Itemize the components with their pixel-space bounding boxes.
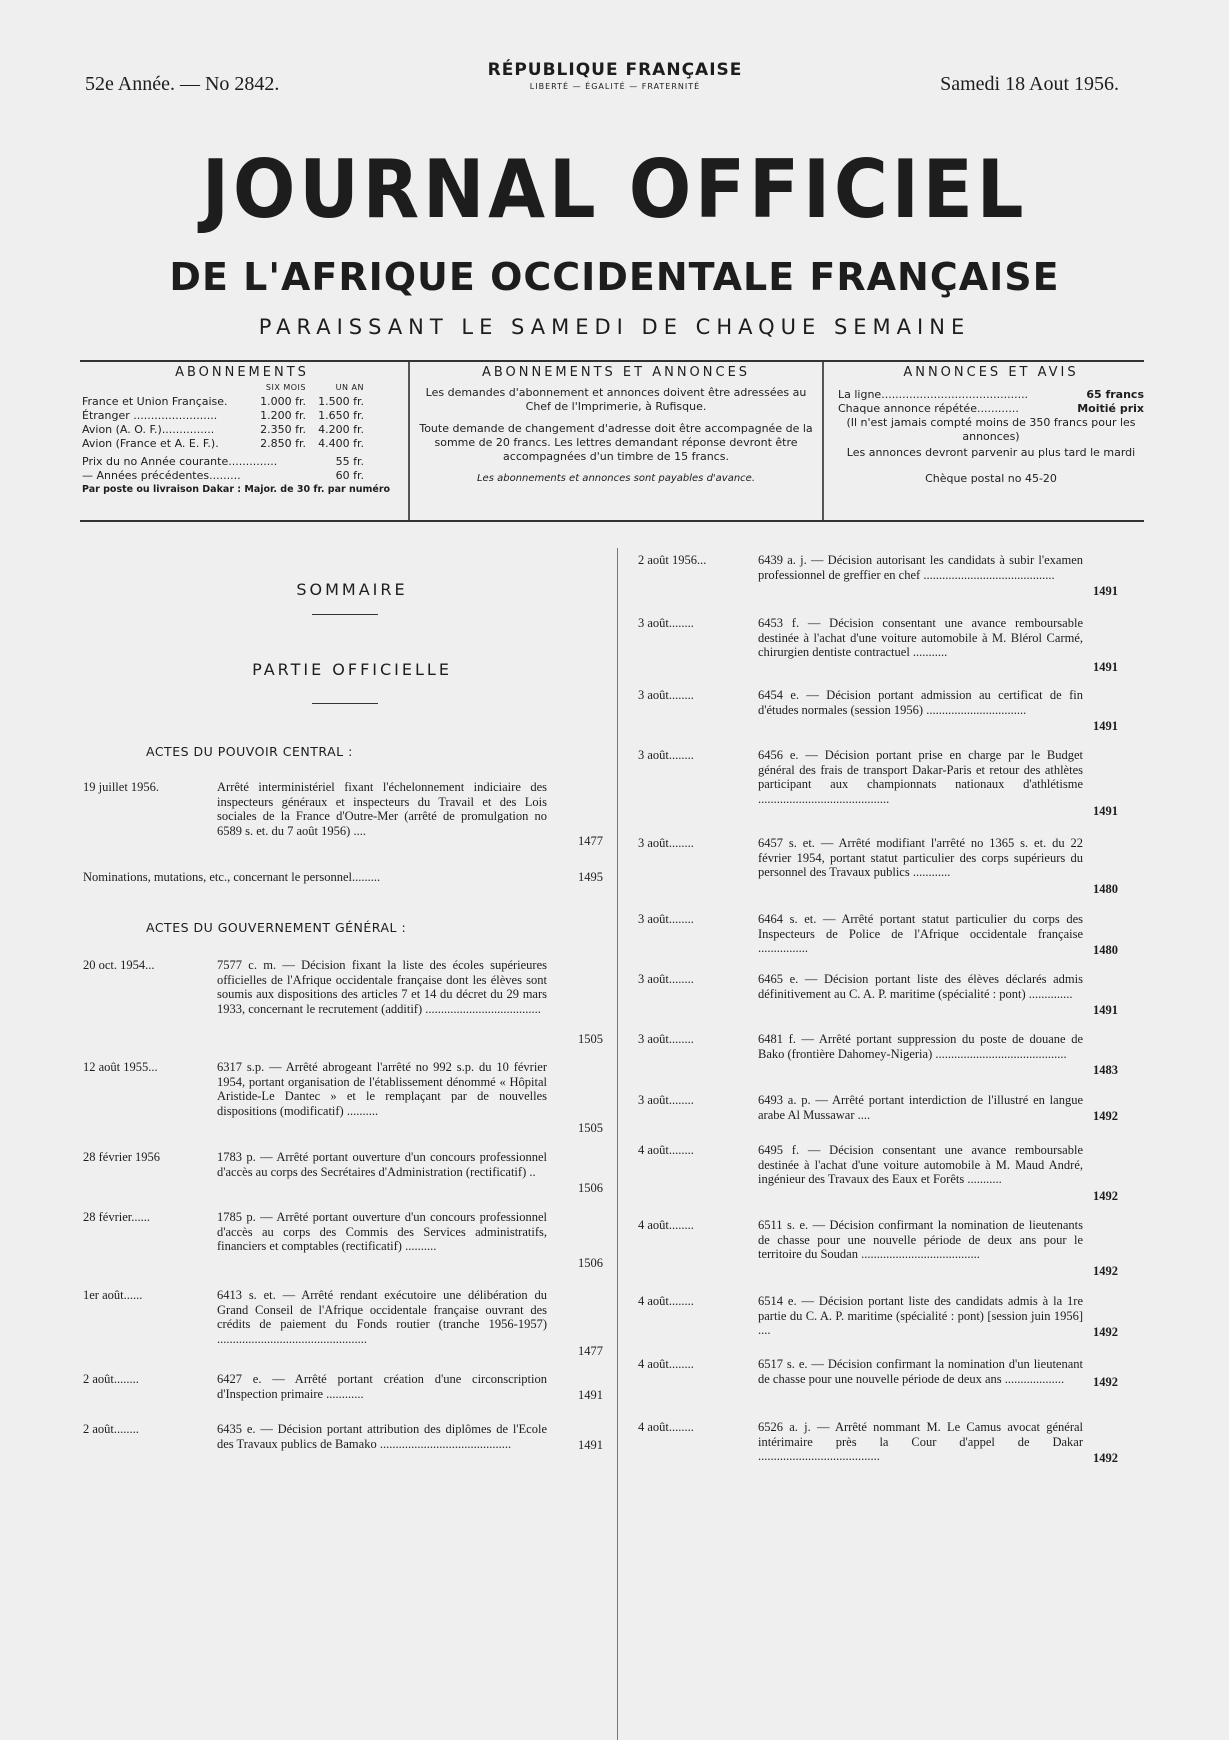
sommaire-entry [638,972,1118,1017]
middle-box-change: Toute demande de changement d'adresse doit être accompagnée de la somme de 20 francs. Les lettres demandant réponse devront être accompagnées d'un timbre de 15 francs. [419,422,813,463]
entry-description: 6454 e. — Décision portant admission au certificat de fin d'études normales (session 1956) ................................ [758,688,1083,717]
sommaire-entry [638,748,1118,818]
sommaire-entry [638,1357,1118,1389]
entry-description: Arrêté interministériel fixant l'échelonnement indiciaire des inspecteurs généraux et inspecteurs du Travail et des Lois sociales de la France d'Outre-Mer (arrêté de promulgation no 6589 s. et. du 7 août 1956) .... [217,780,547,838]
sommaire-entry [83,958,603,1046]
entry-description: 6493 a. p. — Arrêté portant interdiction de l'illustré en langue arabe Al Mussawar .... [758,1093,1083,1122]
sommaire-title: SOMMAIRE [296,580,408,599]
entry-description: 6526 a. j. — Arrêté nommant M. Le Camus avocat général intérimaire près la Cour d'appel de Dakar ....................................... [758,1420,1083,1463]
partie-separator [312,703,378,704]
subscriptions-heading: ABONNEMENTS [175,365,309,380]
subscription-row [82,423,402,437]
box-divider-1 [408,362,410,520]
announcement-line-price: La ligne.......................................... 65 francs [838,388,1144,401]
subscription-label: Étranger ........................ [82,409,218,422]
entry-description: 6456 e. — Décision portant prise en charge par le Budget général des frais de transport Dakar-Paris et retour des athlètes participant aux championnats nationaux d'athlétisme .......................................... [758,748,1083,806]
entry-page-number: 1480 [1093,942,1118,957]
republic-label: RÉPUBLIQUE FRANÇAISE [487,60,743,80]
entry-description: 6481 f. — Arrêté portant suppression du poste de douane de Bako (frontière Dahomey-Nigeria) .......................................... [758,1032,1083,1061]
entry-page-number: 1477 [578,833,603,848]
entry-date: 3 août........ [638,616,694,630]
top-rule [80,360,1144,362]
entry-date: 20 oct. 1954... [83,958,155,972]
sommaire-separator [312,614,378,615]
entry-date: 3 août........ [638,1093,694,1107]
price-value: 60 fr. [335,469,364,482]
entry-date: 1er août...... [83,1288,143,1302]
entry-date: 4 août........ [638,1294,694,1308]
section-gouvernement-general: ACTES DU GOUVERNEMENT GÉNÉRAL : [146,920,407,935]
sommaire-entry [638,1420,1118,1465]
entry-date: 3 août........ [638,688,694,702]
republic-motto: LIBERTÉ — ÉGALITÉ — FRATERNITÉ [529,82,701,91]
entry-date: 4 août........ [638,1357,694,1371]
entry-page-number: 1492 [1093,1324,1118,1339]
entry-page-number: 1477 [578,1343,603,1358]
entry-page-number: 1491 [578,1387,603,1402]
republic-block [480,60,750,91]
price-label: — Années précédentes......... [82,469,241,482]
delivery-note: Par poste ou livraison Dakar : Major. de 30 fr. par numéro [82,484,391,495]
entry-description: 6464 s. et. — Arrêté portant statut particulier du corps des Inspecteurs de Police de l'Afrique occidentale française ................ [758,912,1083,955]
subscription-label: France et Union Française. [82,395,228,408]
entry-page-number: 1491 [1093,718,1118,733]
sommaire-entry [638,553,1118,598]
entry-page-number: 1492 [1093,1263,1118,1278]
sommaire-entry [83,780,603,848]
entry-description: 6511 s. e. — Décision confirmant la nomination de lieutenants de chasse pour une nouvelle période de deux ans pour le territoire du Soudan ...................................... [758,1218,1083,1261]
subscription-six: 1.200 fr. [260,409,306,422]
entry-description: 6465 e. — Décision portant liste des élèves déclarés admis définitivement au C. A. P. maritime (spécialité : pont) .............. [758,972,1083,1001]
sommaire-entry [83,1372,603,1402]
issue-number: 52e Année. — No 2842. [85,73,280,95]
price-rows [82,455,402,483]
sommaire-entry [638,1032,1118,1077]
announcements-box [838,366,1144,486]
bottom-rule [80,520,1144,522]
entry-page-number: 1491 [1093,1002,1118,1017]
subscription-year: 1.500 fr. [318,395,364,408]
subscription-year: 1.650 fr. [318,409,364,422]
sommaire-entry [83,1150,603,1195]
price-row [82,469,402,483]
entry-date: 3 août........ [638,836,694,850]
entry-page-number: 1480 [1093,881,1118,896]
publication-frequency: PARAISSANT LE SAMEDI DE CHAQUE SEMAINE [258,315,971,339]
subscriptions-box [82,366,402,497]
nominations-entry [83,870,603,886]
entry-date: 3 août........ [638,1032,694,1046]
subscription-row [82,409,402,423]
middle-info-box [418,366,814,494]
entry-description: 6453 f. — Décision consentant une avance remboursable destinée à l'achat d'une voiture automobile à M. Blérol Carmé, chirurgien dentiste contractuel ........... [758,616,1083,659]
entry-page-number: 1492 [1093,1450,1118,1465]
subscription-six: 2.850 fr. [260,437,306,450]
subscription-six: 2.350 fr. [260,423,306,436]
price-label: Prix du no Année courante.............. [82,455,278,468]
sommaire-entry [83,1288,603,1358]
entry-date: 3 août........ [638,912,694,926]
sommaire-entry [83,1210,603,1270]
nominations-text: Nominations, mutations, etc., concernant le personnel......... [83,870,381,884]
entry-date: 28 février 1956 [83,1150,161,1164]
postal-account: Chèque postal no 45-20 [925,472,1057,485]
entry-date: 28 février...... [83,1210,150,1224]
sommaire-entry [638,1218,1118,1278]
sommaire-entry [638,1143,1118,1203]
entry-description: 6457 s. et. — Arrêté modifiant l'arrêté no 1365 s. et. du 22 février 1954, portant statut particulier des corps supérieurs du personnel des Travaux publics ............ [758,836,1083,879]
price-value: 55 fr. [335,455,364,468]
entry-page-number: 1492 [1093,1108,1118,1123]
middle-box-heading: ABONNEMENTS ET ANNONCES [481,365,751,380]
journal-title: JOURNAL OFFICIEL [201,143,1028,236]
sommaire-entry [638,1093,1118,1123]
subscription-year: 4.200 fr. [318,423,364,436]
entry-description: 6495 f. — Décision consentant une avance remboursable destinée à l'achat d'une voiture automobile à M. Maud André, ingénieur des Travaux des Eaux et Forêts ........... [758,1143,1083,1186]
entry-description: 6514 e. — Décision portant liste des candidats admis à la 1re partie du C. A. P. maritime (spécialité : pont) [session juin 1956] .... [758,1294,1083,1337]
entry-page-number: 1506 [578,1180,603,1195]
entry-description: 6317 s.p. — Arrêté abrogeant l'arrêté no 992 s.p. du 10 février 1954, portant organisation de l'établissement dénommé « Hôpital Aristide-Le Dantec » et le remplaçant par de nouvelles dispositions (modificatif) .......... [217,1060,547,1118]
entry-page-number: 1505 [578,1031,603,1046]
entry-description: 6413 s. et. — Arrêté rendant exécutoire une délibération du Grand Conseil de l'Afrique occidentale française ouvrant des crédits de paiement du Fonds routier (tranche 1956-1957) ................................................ [217,1288,547,1346]
box-divider-2 [822,362,824,520]
issue-date: Samedi 18 Aout 1956. [940,73,1119,95]
entry-page-number: 1491 [578,1437,603,1452]
entry-date: 4 août........ [638,1218,694,1232]
announcements-heading: ANNONCES ET AVIS [903,365,1079,380]
sommaire-entry [638,912,1118,957]
entry-date: 12 août 1955... [83,1060,158,1074]
subscription-year: 4.400 fr. [318,437,364,450]
announcement-minimum: (Il n'est jamais compté moins de 350 francs pour les annonces) [846,416,1136,443]
col-one-year: UN AN [335,383,364,392]
subscriptions-columns [82,381,402,395]
subscription-row [82,395,402,409]
column-rule [617,548,618,1740]
sommaire-entry [638,688,1118,733]
price-row [82,455,402,469]
entry-page-number: 1492 [1093,1188,1118,1203]
entry-description: 6439 a. j. — Décision autorisant les candidats à subir l'examen professionnel de greffier en chef .......................................... [758,553,1083,582]
partie-officielle-title: PARTIE OFFICIELLE [252,660,452,679]
entry-date: 2 août........ [83,1422,139,1436]
entry-page-number: 1491 [1093,583,1118,598]
journal-subtitle: DE L'AFRIQUE OCCIDENTALE FRANÇAISE [169,255,1060,299]
subscription-label: Avion (France et A. E. F.). [82,437,219,450]
middle-box-payment: Les abonnements et annonces sont payables d'avance. [476,473,756,484]
sommaire-entry [638,616,1118,674]
entry-date: 3 août........ [638,748,694,762]
entry-page-number: 1491 [1093,659,1118,674]
middle-box-address: Les demandes d'abonnement et annonces doivent être adressées au Chef de l'Imprimerie, à Rufisque. [425,386,807,413]
subscription-rows [82,395,402,451]
nominations-page: 1495 [578,870,603,884]
entry-page-number: 1506 [578,1255,603,1270]
entry-date: 3 août........ [638,972,694,986]
entry-page-number: 1492 [1093,1374,1118,1389]
entry-page-number: 1491 [1093,803,1118,818]
entry-description: 1785 p. — Arrêté portant ouverture d'un concours professionnel d'accès au corps des Commis des Services administratifs, financiers et comptables (rectificatif) .......... [217,1210,547,1253]
entry-description: 1783 p. — Arrêté portant ouverture d'un concours professionnel d'accès au corps des Secrétaires d'Administration (rectificatif) .. [217,1150,547,1179]
sommaire-entry [638,1294,1118,1339]
sommaire-entry [638,836,1118,896]
entry-date: 4 août........ [638,1143,694,1157]
sommaire-entry [83,1060,603,1135]
subscription-six: 1.000 fr. [260,395,306,408]
entry-date: 4 août........ [638,1420,694,1434]
col-six-months: SIX MOIS [265,383,306,392]
section-pouvoir-central: ACTES DU POUVOIR CENTRAL : [146,744,353,759]
entry-description: 7577 c. m. — Décision fixant la liste des écoles supérieures officielles de l'Afrique occidentale française dont les élèves sont soumis aux dispositions des articles 7 et 14 du décret du 29 mars 1933, concernant le recrutement (additif) ..................................... [217,958,547,1016]
entry-description: 6435 e. — Décision portant attribution des diplômes de l'Ecole des Travaux publics de Bamako .......................................... [217,1422,547,1451]
subscription-label: Avion (A. O. F.)............... [82,423,215,436]
announcement-repeat-price: Chaque annonce répétée............ Moitié prix [838,402,1144,415]
entry-description: 6517 s. e. — Décision confirmant la nomination d'un lieutenant de chasse pour une nouvelle période de deux ans ................... [758,1357,1083,1386]
entry-page-number: 1505 [578,1120,603,1135]
subscription-row [82,437,402,451]
sommaire-entry [83,1422,603,1452]
entry-description: 6427 e. — Arrêté portant création d'une circonscription d'Inspection primaire ............ [217,1372,547,1401]
announcement-deadline: Les annonces devront parvenir au plus tard le mardi [846,446,1136,459]
entry-page-number: 1483 [1093,1062,1118,1077]
entry-date: 2 août 1956... [638,553,707,567]
entry-date: 19 juillet 1956. [83,780,160,794]
entry-date: 2 août........ [83,1372,139,1386]
